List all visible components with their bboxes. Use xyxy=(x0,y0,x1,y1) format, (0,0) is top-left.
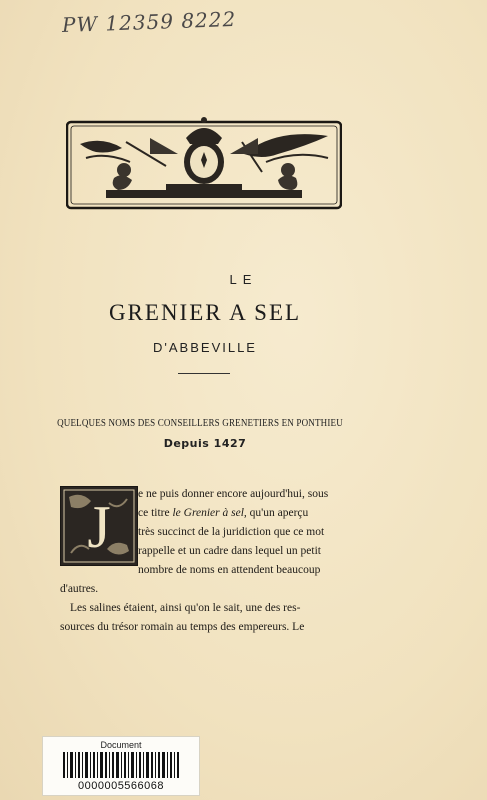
title-article: LE xyxy=(229,272,258,287)
body-line-2-start: ce titre xyxy=(138,507,173,519)
body-line-2-end: qu'un aperçu xyxy=(246,507,309,519)
body-line-8: sources du trésor romain au temps des empereurs. Le xyxy=(60,621,305,633)
drop-cap xyxy=(60,486,138,566)
book-title-italic: le Grenier à sel, xyxy=(172,507,247,519)
section-heading: QUELQUES NOMS DES CONSEILLERS GRENETIERS EN PONTHIEU xyxy=(57,418,343,429)
body-line-1: e ne puis donner encore aujourd'hui, sous xyxy=(138,488,329,500)
body-line-4: rappelle et un cadre dans lequel un petit xyxy=(138,545,321,557)
title-divider xyxy=(178,373,230,374)
ornamental-vignette xyxy=(66,114,342,212)
section-date: Depuis 1427 xyxy=(163,437,247,450)
barcode-label: Document xyxy=(100,740,142,750)
body-line-7: Les salines étaient, ainsi qu'on le sait, une des res- xyxy=(70,602,301,614)
body-line-6: d'autres. xyxy=(60,583,99,595)
drop-cap-ornament xyxy=(61,487,137,565)
body-line-2 xyxy=(138,507,308,519)
page-title: GRENIER A SEL xyxy=(108,300,302,325)
drop-cap-letter: J xyxy=(87,494,111,560)
body-line-5: nombre de noms en attendent beaucoup xyxy=(138,564,321,576)
body-line-3: très succinct de la juridiction que ce mot xyxy=(138,526,325,538)
barcode-number: 0000005566068 xyxy=(77,780,165,792)
barcode-sticker xyxy=(42,736,200,796)
handwritten-shelfmark: PW 12359 8222 xyxy=(61,6,237,38)
page-subtitle: D'ABBEVILLE xyxy=(153,340,257,355)
barcode-bars xyxy=(63,752,179,778)
